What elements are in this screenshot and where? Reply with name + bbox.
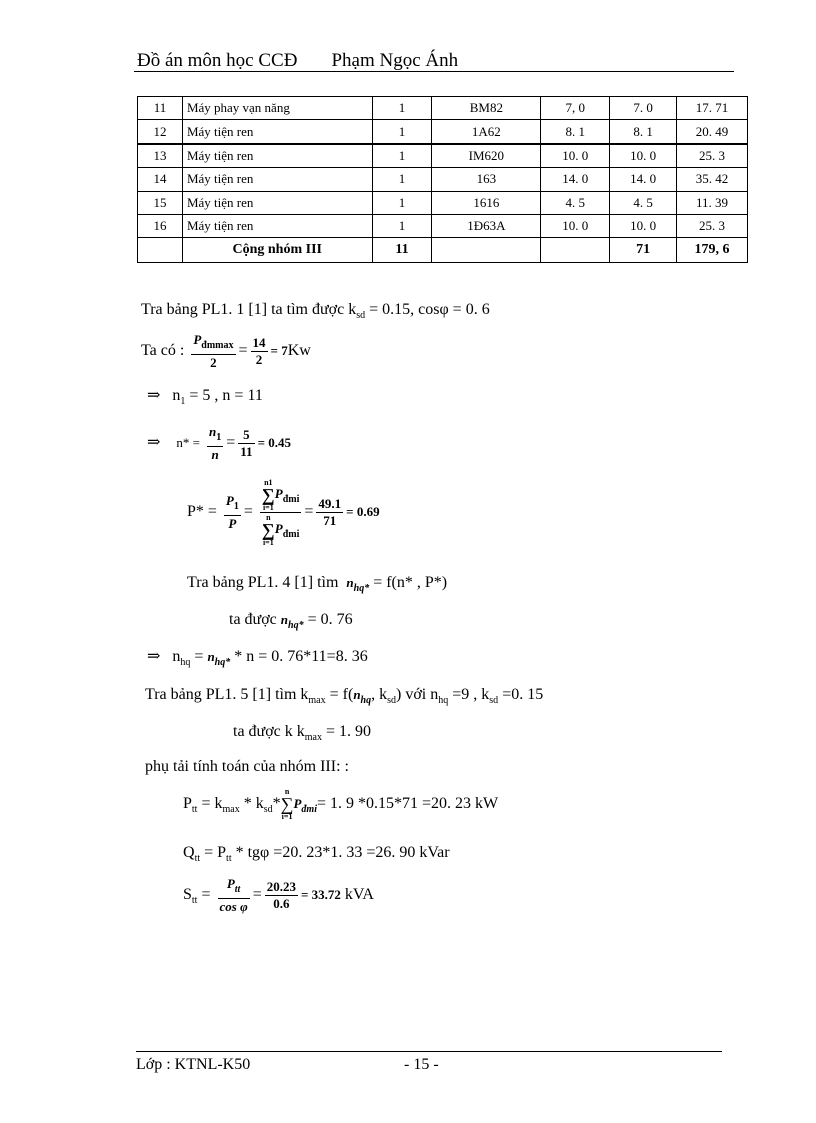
table-cell: 10. 0 [610,144,677,168]
line-stt: $S_{tt}$ = $\frac{P_{tt}}{\text{cos φ}}$ = $\frac{20.23}{0.6}$ = 33.72 kVA [183,876,374,914]
table-cell: 10. 0 [541,144,610,168]
table-cell: 1 [372,168,432,191]
table-row [138,120,748,144]
line-kmax-value: ta được k $k_{max} = 1$. 90 [233,723,372,743]
header-title: Đồ án môn học CCĐ [137,50,298,71]
line-load-heading: phụ tải tính toán của nhóm III: : [145,758,349,775]
table-cell: 11 [372,238,432,263]
table-cell: Máy tiện ren [182,191,372,214]
page-header [137,50,458,72]
table-cell: 10. 0 [541,214,610,237]
table-cell: 7, 0 [541,97,610,120]
table-cell: 14 [138,168,183,191]
table-row [138,144,748,168]
line-nhq-value: ta được $n_{hq*} = 0$. 76 [229,611,353,631]
table-cell: Cộng nhóm III [182,238,372,263]
table-cell: 1616 [432,191,541,214]
table-cell: 8. 1 [610,120,677,144]
table-cell: 10. 0 [610,214,677,237]
table-total-row [138,238,748,263]
table-row [138,97,748,120]
table-cell: 1 [372,144,432,168]
table-cell: Máy tiện ren [182,144,372,168]
footer-divider [136,1051,722,1052]
table-cell: 14. 0 [541,168,610,191]
table-cell: 7. 0 [610,97,677,120]
table-cell: 16 [138,214,183,237]
line-nhq-lookup: Tra bảng PL1. 4 [1] tìm $n_{hq*} = f(n*$ , P*) [187,574,448,594]
table-cell: 4. 5 [610,191,677,214]
table-cell: 20. 49 [677,120,748,144]
table-cell: 17. 71 [677,97,748,120]
table-cell: Máy tiện ren [182,120,372,144]
table-cell: 1Đ63A [432,214,541,237]
table-cell: 1 [372,191,432,214]
line-ptt: $P_{tt} = k_{max} * k_{sd}*$ n ∑ i=1 $P_{đmi}= 1$. 9 *0.15*71 =20. 23 kW [183,787,499,822]
table-cell: 1A62 [432,120,541,144]
line-kmax-lookup: Tra bảng PL1. 5 [1] tìm $k_{max} = f(n_{hq}$, $k_{sd}$) với $n_{hq} =9$ , $k_{sd} =0$. 15 [145,686,544,706]
table-cell: 25. 3 [677,144,748,168]
line-qtt: $Q_{tt} = P_{tt} * tg\varphi =20$. 23*1. 33 =26. 90 kVar [183,844,450,864]
table-cell: IM620 [432,144,541,168]
line-nhq: ⇒ $n_{hq} = n_{hq*} * n = 0$. 76*11=8. 36 [147,648,368,668]
table-cell: 25. 3 [677,214,748,237]
table-cell: 179, 6 [677,238,748,263]
table-cell: 1 [372,214,432,237]
table-row [138,168,748,191]
table-cell: 12 [138,120,183,144]
header-divider [134,71,734,72]
footer-class: Lớp : KTNL-K50 [136,1056,251,1073]
header-author: Phạm Ngọc Ánh [331,50,459,71]
table-cell: 4. 5 [541,191,610,214]
table-cell: Máy tiện ren [182,168,372,191]
table-cell: Máy tiện ren [182,214,372,237]
table-cell: 1 [372,97,432,120]
table-cell: BM82 [432,97,541,120]
table-cell: 13 [138,144,183,168]
table-cell [432,238,541,263]
table-cell: 8. 1 [541,120,610,144]
page-footer [136,1056,439,1074]
table-cell: 71 [610,238,677,263]
table-cell [541,238,610,263]
table-cell: 14. 0 [610,168,677,191]
line-pdmmax: Ta có : $\frac{P_{đmmax}}{2}$ = $\frac{14}{2}$ = 7Kw [141,332,311,370]
table-cell: 11. 39 [677,191,748,214]
table-cell: 15 [138,191,183,214]
table-cell: 163 [432,168,541,191]
table-cell: Máy phay vạn năng [182,97,372,120]
table-cell [138,238,183,263]
table-cell: 1 [372,120,432,144]
table-row [138,191,748,214]
line-nstar: ⇒ n* = $\frac{n_1}{n}$ = $\frac{5}{11}$ = 0.45 [147,424,291,462]
line-pstar: P* = $\frac{P_1}{P}$ = n1 ∑ i=1 $P_{đmi}$ n ∑ i=1 $P_{đmi}$ = $\frac{49.1}{71}$ = 0.69 [187,477,380,547]
line-n1: ⇒ $n_1 = 5$ , n = 11 [147,387,263,407]
table-cell: 35. 42 [677,168,748,191]
page-number: - 15 - [404,1056,439,1073]
equipment-table [137,96,748,263]
table-row [138,214,748,237]
line-ksd: Tra bảng PL1. 1 [1] ta tìm được $k_{sd} = 0.15$, cosφ = 0. 6 [141,301,490,321]
table-cell: 11 [138,97,183,120]
